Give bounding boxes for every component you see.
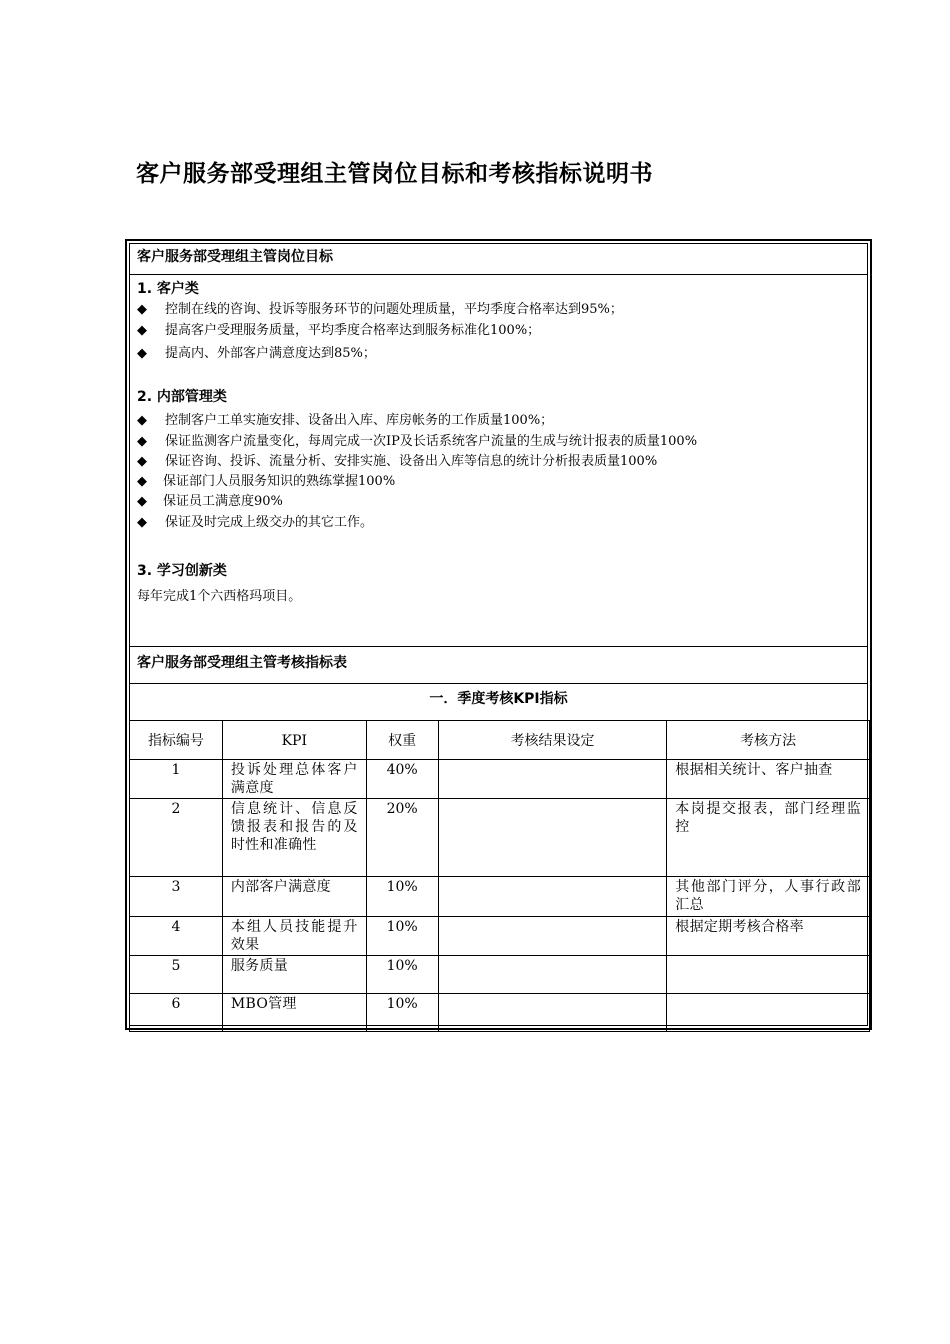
kpi-number: 6 bbox=[130, 994, 223, 1032]
kpi-table bbox=[129, 720, 870, 1032]
kpi-name: 本组人员技能提升效果 bbox=[222, 917, 366, 956]
kpi-method: 根据相关统计、客户抽查 bbox=[667, 760, 870, 799]
kpi-name: 服务质量 bbox=[222, 956, 366, 994]
goal-item: ◆ 保证咨询、投诉、流量分析、安排实施、设备出入库等信息的统计分析报表质量100% bbox=[137, 454, 658, 469]
divider bbox=[130, 683, 867, 684]
divider bbox=[130, 646, 867, 647]
kpi-weight: 40% bbox=[366, 760, 438, 799]
goal-item: ◆ 提高客户受理服务质量，平均季度合格率达到服务标准化100%； bbox=[137, 323, 541, 338]
category-title-customer: 1. 客户类 bbox=[137, 281, 199, 297]
divider bbox=[130, 274, 867, 275]
kpi-method bbox=[667, 956, 870, 994]
goal-item: ◆ 控制客户工单实施安排、设备出入库、库房帐务的工作质量100%； bbox=[137, 413, 554, 428]
quarterly-kpi-title: 一．季度考核KPI指标 bbox=[429, 691, 568, 707]
table-row bbox=[130, 994, 870, 1032]
kpi-weight: 10% bbox=[366, 956, 438, 994]
kpi-name: 信息统计、信息反馈报表和报告的及时性和准确性 bbox=[222, 799, 366, 877]
table-row bbox=[130, 917, 870, 956]
diamond-bullet-icon: ◆ bbox=[137, 474, 147, 489]
kpi-method: 本岗提交报表，部门经理监控 bbox=[667, 799, 870, 877]
kpi-name: MBO管理 bbox=[222, 994, 366, 1032]
kpi-weight: 10% bbox=[366, 994, 438, 1032]
goal-item: ◆ 保证员工满意度90% bbox=[137, 494, 283, 509]
kpi-name: 内部客户满意度 bbox=[222, 877, 366, 917]
kpi-number: 5 bbox=[130, 956, 223, 994]
kpi-number: 3 bbox=[130, 877, 223, 917]
diamond-bullet-icon: ◆ bbox=[137, 434, 147, 449]
kpi-result bbox=[438, 799, 667, 877]
kpi-weight: 20% bbox=[366, 799, 438, 877]
kpi-method: 根据定期考核合格率 bbox=[667, 917, 870, 956]
kpi-method bbox=[667, 994, 870, 1032]
kpi-number: 2 bbox=[130, 799, 223, 877]
diamond-bullet-icon: ◆ bbox=[137, 494, 147, 509]
kpi-table-header-row bbox=[130, 721, 870, 760]
column-header: 指标编号 bbox=[130, 721, 223, 760]
kpi-weight: 10% bbox=[366, 917, 438, 956]
goals-and-kpi-frame bbox=[125, 239, 872, 1030]
kpi-result bbox=[438, 917, 667, 956]
kpi-number: 1 bbox=[130, 760, 223, 799]
table-row bbox=[130, 877, 870, 917]
kpi-number: 4 bbox=[130, 917, 223, 956]
kpi-method: 其他部门评分，人事行政部汇总 bbox=[667, 877, 870, 917]
kpi-weight: 10% bbox=[366, 877, 438, 917]
diamond-bullet-icon: ◆ bbox=[137, 302, 147, 317]
category-title-learning: 3. 学习创新类 bbox=[137, 563, 227, 579]
goal-item: ◆ 保证监测客户流量变化，每周完成一次IP及长话系统客户流量的生成与统计报表的质量100% bbox=[137, 434, 698, 449]
table-row bbox=[130, 799, 870, 877]
diamond-bullet-icon: ◆ bbox=[137, 515, 147, 530]
kpi-result bbox=[438, 760, 667, 799]
table-row bbox=[130, 760, 870, 799]
column-header: 考核结果设定 bbox=[438, 721, 667, 760]
diamond-bullet-icon: ◆ bbox=[137, 323, 147, 338]
kpi-section-header: 客户服务部受理组主管考核指标表 bbox=[137, 655, 347, 671]
diamond-bullet-icon: ◆ bbox=[137, 346, 147, 361]
diamond-bullet-icon: ◆ bbox=[137, 413, 147, 428]
kpi-result bbox=[438, 877, 667, 917]
column-header: KPI bbox=[222, 721, 366, 760]
table-row bbox=[130, 956, 870, 994]
kpi-result bbox=[438, 956, 667, 994]
kpi-name: 投诉处理总体客户满意度 bbox=[222, 760, 366, 799]
learning-goal-text: 每年完成1个六西格玛项目。 bbox=[137, 589, 302, 604]
goal-item: ◆ 保证及时完成上级交办的其它工作。 bbox=[137, 515, 374, 530]
goal-item: ◆ 提高内、外部客户满意度达到85%； bbox=[137, 346, 376, 361]
goal-item: ◆ 控制在线的咨询、投诉等服务环节的问题处理质量，平均季度合格率达到95%； bbox=[137, 302, 623, 317]
kpi-result bbox=[438, 994, 667, 1032]
diamond-bullet-icon: ◆ bbox=[137, 454, 147, 469]
column-header: 考核方法 bbox=[667, 721, 870, 760]
category-title-internal: 2. 内部管理类 bbox=[137, 389, 227, 405]
column-header: 权重 bbox=[366, 721, 438, 760]
goal-item: ◆ 保证部门人员服务知识的熟练掌握100% bbox=[137, 474, 396, 489]
document-title: 客户服务部受理组主管岗位目标和考核指标说明书 bbox=[136, 161, 653, 187]
goals-section-header: 客户服务部受理组主管岗位目标 bbox=[137, 249, 333, 265]
